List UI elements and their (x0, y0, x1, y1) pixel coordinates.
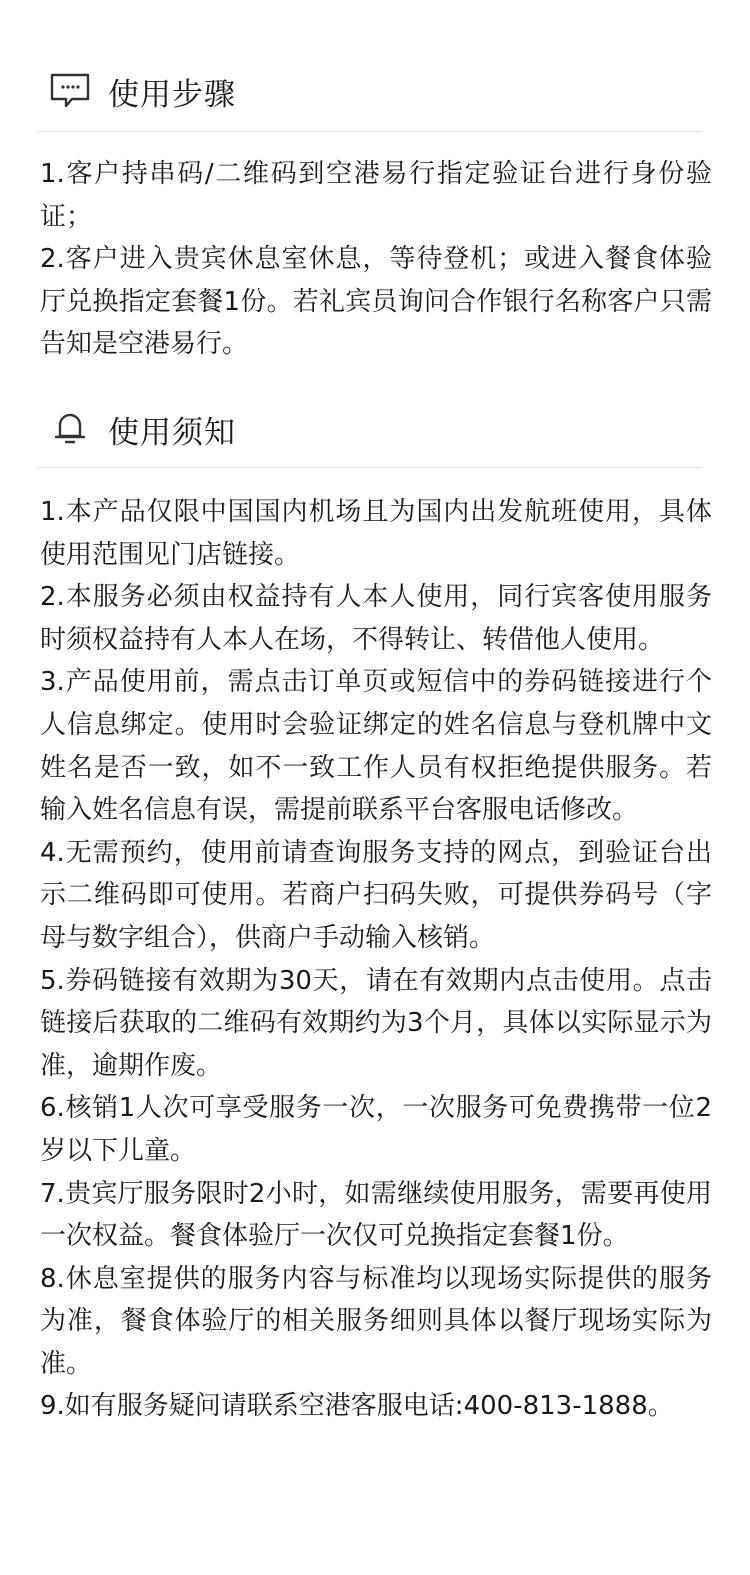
usage-steps-header (38, 66, 702, 116)
usage-notice-item: 4.无需预约，使用前请查询服务支持的网点，到验证台出示二维码即可使用。若商户扫码失败，可提供券码号（字母与数字组合），供商户手动输入核销。 (40, 837, 712, 953)
chat-bubble-icon (48, 69, 92, 113)
usage-notice-item: 2.本服务必须由权益持有人本人使用，同行宾客使用服务时须权益持有人本人在场，不得转让、转借他人使用。 (40, 582, 712, 655)
usage-notice-title: 使用须知 (108, 414, 236, 451)
usage-steps-divider (38, 131, 702, 132)
usage-notice-item: 8.休息室提供的服务内容与标准均以现场实际提供的服务为准，餐食体验厅的相关服务细则具体以餐厅现场实际为准。 (40, 1263, 712, 1379)
usage-steps-title: 使用步骤 (108, 76, 236, 113)
usage-notice-header (38, 404, 702, 454)
usage-notice-item: 3.产品使用前，需点击订单页或短信中的券码链接进行个人信息绑定。使用时会验证绑定的姓名信息与登机牌中文姓名是否一致，如不一致工作人员有权拒绝提供服务。若输入姓名信息有误，需提前联系平台客服电话修改。 (40, 667, 712, 826)
usage-notice-item: 6.核销1人次可享受服务一次，一次服务可免费携带一位2岁以下儿童。 (40, 1093, 712, 1166)
usage-notice-divider (38, 467, 702, 468)
usage-notice-item: 5.券码链接有效期为30天，请在有效期内点击使用。点击链接后获取的二维码有效期约为3个月，具体以实际显示为准，逾期作废。 (40, 965, 712, 1081)
usage-notice-item: 9.如有服务疑问请联系空港客服电话:400-813-1888。 (40, 1391, 674, 1422)
usage-notice-item: 7.贵宾厅服务限时2小时，如需继续使用服务，需要再使用一次权益。餐食体验厅一次仅可兑换指定套餐1份。 (40, 1178, 712, 1252)
usage-notice-list (40, 491, 712, 1428)
bell-icon (48, 407, 92, 451)
usage-notice-item: 1.本产品仅限中国国内机场且为国内出发航班使用，具体使用范围见门店链接。 (40, 497, 712, 570)
usage-step-item: 2.客户进入贵宾休息室休息，等待登机；或进入餐食体验厅兑换指定套餐1份。若礼宾员询问合作银行名称客户只需告知是空港易行。 (40, 244, 712, 360)
usage-step-item: 1.客户持串码/二维码到空港易行指定验证台进行身份验证； (40, 159, 712, 232)
usage-steps-list (40, 153, 712, 366)
